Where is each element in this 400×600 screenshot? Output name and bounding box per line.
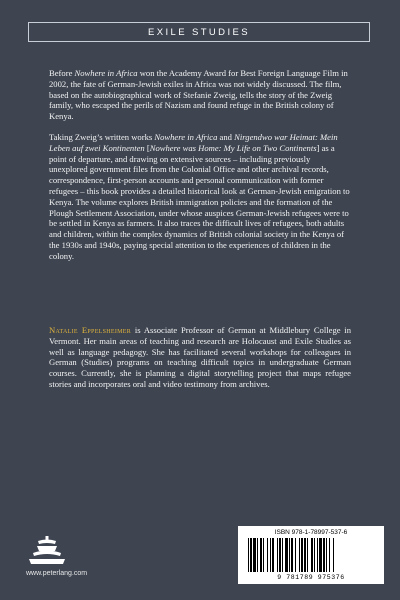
barcode-box (238, 526, 384, 584)
work-title: Nowhere in Africa (154, 131, 218, 142)
barcode-digits: 9 781789 975376 (277, 574, 345, 581)
publisher-url: www.peterlang.com (26, 570, 88, 577)
blurb-text: won the Academy Award for Best Foreign Language Film in 2002, the fate of German-Jewish exiles in Africa was not widely discussed. The film, based on the autobiographical work of Stefanie Zweig, tells the story of the Zweig family, who escaped the perils of Nazism and found refuge in the British colony of Kenya. (49, 68, 348, 122)
blurb-text: Before (49, 68, 75, 78)
work-translation: Nowhere was Home: My Life on Two Continents (149, 142, 317, 153)
blurb-text: [ (144, 142, 150, 153)
series-title: EXILE STUDIES (148, 26, 250, 38)
blurb-paragraph-1 (49, 68, 351, 122)
blurb-paragraph-2 (49, 132, 351, 262)
author-bio (49, 325, 351, 390)
isbn-text: ISBN 978-1-78997-537-6 (274, 529, 348, 536)
author-name: Natalie Eppelsheimer (49, 325, 132, 335)
blurb-text: and (217, 131, 235, 142)
work-title: Nirgendwo war Heimat: Mein Leben auf zwei Kontinenten (49, 131, 338, 153)
blurb-text: ] as a point of departure, and drawing on extensive sources – including previously unexplored government files from the Colonial Office and other archival records, correspondence, first-person accounts and personal communication with former refugees – this book provides a detailed historical look at German-Jewish emigration to Kenya. The volume explores British immigration policies and the formation of the Plough Settlement Association, under whose auspices German-Jewish refugees were to be settled in Kenya as farmers. It also traces the difficult lives of refugees, both adults and children, within the complex dynamics of British colonial society in the Kenya of the 1930s and 1940s, paying special attention to the experiences of children in the colony. (49, 142, 350, 261)
barcode-icon (246, 538, 376, 572)
author-bio-text: is Associate Professor of German at Middlebury College in Vermont. Her main areas of teaching and research are Holocaust and Exile Studies as well as language pedagogy. She has facilitated several workshops for colleagues in German (Studies) programs on teaching difficult topics in undergraduate German courses. Currently, she is planning a digital storytelling project that maps refugee stories and incorporates oral and video testimony from archives. (49, 325, 351, 389)
blurb-text: Taking Zweig’s written works (49, 131, 155, 142)
film-title: Nowhere in Africa (74, 68, 138, 78)
book-blurb (49, 68, 351, 272)
series-banner (28, 22, 370, 42)
peter-lang-logo-icon (25, 535, 69, 567)
